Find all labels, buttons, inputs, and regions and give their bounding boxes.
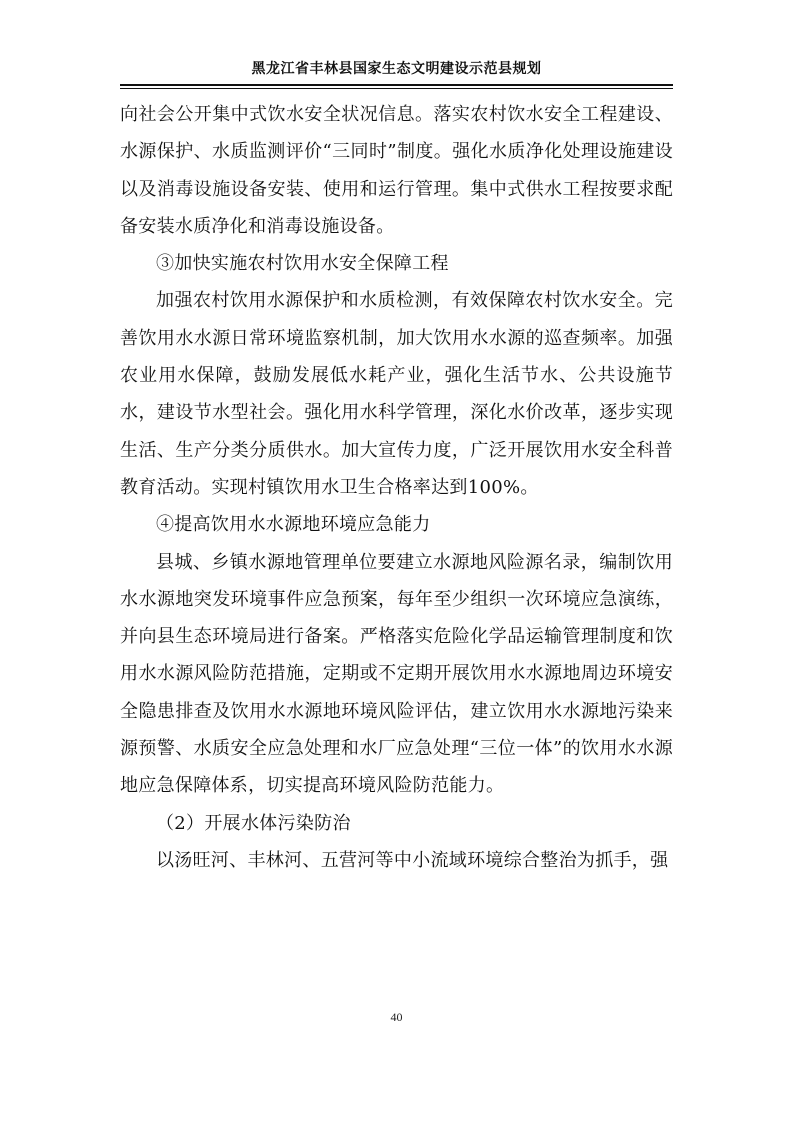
page-number: 40 [390,1010,403,1024]
paragraph-emergency-capacity: 县城、乡镇水源地管理单位要建立水源地风险源名录，编制饮用水水源地突发环境事件应急预案，每年至少组织一次环境应急演练，并向县生态环境局进行备案。严格落实危险化学品运输管理制度和饮用水水源风险防范措施，定期或不定期开展饮用水水源地周边环境安全隐患排查及饮用水水源地环境风险评估，建立饮用水水源地污染来源预警、水质安全应急处理和水厂应急处理“三位一体”的饮用水水源地应急保障体系，切实提高环境风险防范能力。 [120,551,673,797]
body-text [120,96,673,879]
header-rule-thick [120,84,673,86]
subheading-emergency-capacity: ④提高饮用水水源地环境应急能力 [156,514,431,536]
paragraph-rural-water-protection: 加强农村饮用水源保护和水质检测，有效保障农村饮水安全。完善饮用水水源日常环境监察机制，加大饮用水水源的巡查频率。加强农业用水保障，鼓励发展低水耗产业，强化生活节水、公共设施节水，建设节水型社会。强化用水科学管理，深化水价改革，逐步实现生活、生产分类分质供水。加大宣传力度，广泛开展饮用水安全科普教育活动。实现村镇饮用水卫生合格率达到100%。 [120,290,673,498]
paragraph-continuation: 向社会公开集中式饮水安全状况信息。落实农村饮水安全工程建设、水源保护、水质监测评价“三同时”制度。强化水质净化处理设施建设以及消毒设施设备安装、使用和运行管理。集中式供水工程按要求配备安装水质净化和消毒设施设备。 [120,104,673,237]
subheading-water-pollution-control: （2）开展水体污染防治 [156,812,351,834]
page-header-title: 黑龙江省丰林县国家生态文明建设示范县规划 [251,61,542,77]
subheading-rural-drinking-water-project: ③加快实施农村饮用水安全保障工程 [156,253,449,275]
header-rule-thin [120,88,673,89]
paragraph-river-remediation: 以汤旺河、丰林河、五营河等中小流域环境综合整治为抓手，强 [156,849,669,871]
